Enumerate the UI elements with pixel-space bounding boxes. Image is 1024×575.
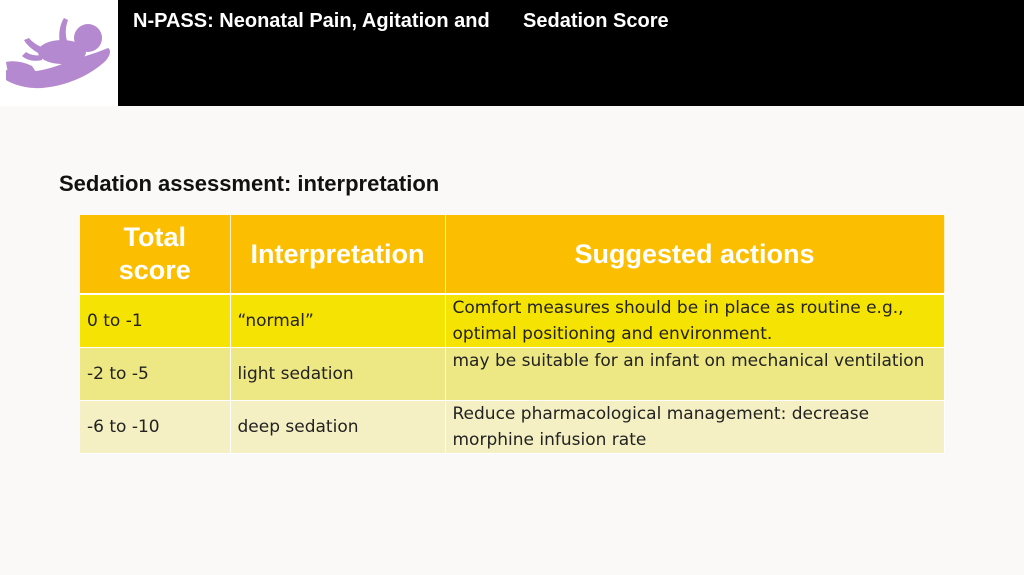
header-interpretation: Interpretation [230,215,445,294]
action-cell: may be suitable for an infant on mechanical ventilation [445,348,944,401]
section-title: Sedation assessment: interpretation [59,171,440,196]
page-title: N-PASS: Neonatal Pain, Agitation and Sedation Score [133,10,669,32]
score-cell: -6 to -10 [80,401,230,454]
action-cell: Comfort measures should be in place as routine e.g., optimal positioning and environment. [445,294,944,348]
interpretation-table [80,215,945,454]
interpretation-cell: light sedation [230,348,445,401]
header-total-score: Total score [80,215,230,294]
table-header-row [80,215,944,294]
header-suggested-actions: Suggested actions [445,215,944,294]
table-row [80,294,944,348]
interpretation-cell: “normal” [230,294,445,348]
header-bar [118,0,1024,106]
score-cell: -2 to -5 [80,348,230,401]
action-cell: Reduce pharmacological management: decrease morphine infusion rate [445,401,944,454]
interpretation-cell: deep sedation [230,401,445,454]
baby-in-hand-icon [2,14,114,94]
score-cell: 0 to -1 [80,294,230,348]
table-row [80,348,944,401]
table-row [80,401,944,454]
logo-area [0,0,118,106]
